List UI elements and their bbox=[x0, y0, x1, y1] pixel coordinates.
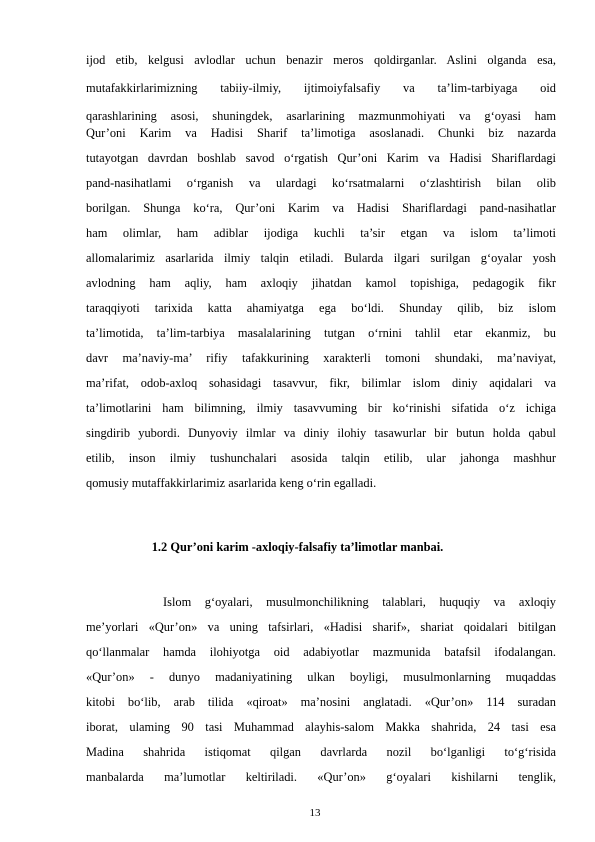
paragraph2-line-5: kitobi bo‘lib, arab tilida «qiroat» ma’nosini anglatadi. «Qur’on» 114 suradan bbox=[86, 695, 556, 709]
paragraph1-line-1: ijod etib, kelgusi avlodlar uchun benazir meros qoldirganlar. Aslini olganda esa, bbox=[86, 53, 556, 67]
paragraph1-line-7: borilgan. Shunga ko‘ra, Qur’oni Karim va Hadisi Shariflardagi pand-nasihatlar bbox=[86, 201, 556, 215]
paragraph1-line-5: tutayotgan davrdan boshlab savod o‘rgatish Qur’oni Karim va Hadisi Shariflardagi bbox=[86, 151, 556, 165]
paragraph1-line-9: allomalarimiz asarlarida ilmiy talqin etiladi. Bularda ilgari surilgan g‘oyalar yosh bbox=[86, 251, 556, 265]
paragraph1-line-12: ta’limotida, ta’lim-tarbiya masalalarining tutgan o‘rnini tahlil etar ekanmiz, bu bbox=[86, 326, 556, 340]
paragraph1-line-15: ta’limotlarini ham bilimning, ilmiy tasavvuming bir ko‘rinishi sifatida o‘z ichiga bbox=[86, 401, 556, 415]
paragraph1-line-6: pand-nasihatlami o‘rganish va ulardagi ko‘rsatmalarni o‘zlashtirish bilan olib bbox=[86, 176, 556, 190]
paragraph1-line-3: qarashlarining asosi, shuningdek, asarlarining mazmunmohiyati va g‘oyasi ham bbox=[86, 109, 556, 123]
paragraph1-line-2: mutafakkirlarimizning tabiiy-ilmiy, ijtimoiyfalsafiy va ta’lim-tarbiyaga oid bbox=[86, 81, 556, 95]
paragraph2-line-1: Islom g‘oyalari, musulmonchilikning talablari, huquqiy va axloqiy bbox=[163, 595, 556, 609]
paragraph2-line-6: iborat, ulaming 90 tasi Muhammad alayhis-salom Makka shahrida, 24 tasi esa bbox=[86, 720, 556, 734]
paragraph1-line-16: singdirib yubordi. Dunyoviy ilmlar va diniy ilohiy tasawurlar bir butun holda qabul bbox=[86, 426, 556, 440]
section-heading: 1.2 Qur’oni karim -axloqiy-falsafiy ta’limotlar manbai. bbox=[151, 540, 444, 554]
paragraph2-line-4: «Qur’on» - dunyo madaniyatining ulkan boyligi, musulmonlarning muqaddas bbox=[86, 670, 556, 684]
page-number: 13 bbox=[309, 807, 321, 819]
paragraph1-line-11: taraqqiyoti tarixida katta ahamiyatga ega bo‘ldi. Shunday qilib, biz islom bbox=[86, 301, 556, 315]
paragraph1-line-10: avlodning ham aqliy, ham axloqiy jihatdan kamol topishiga, pedagogik fikr bbox=[86, 276, 556, 290]
paragraph2-line-7: Madina shahrida istiqomat qilgan davrlarda nozil bo‘lganligi to‘g‘risida bbox=[86, 745, 556, 759]
paragraph1-line-4: Qur’oni Karim va Hadisi Sharif ta’limotiga asoslanadi. Chunki biz nazarda bbox=[86, 126, 556, 140]
paragraph1-line-13: davr ma’naviy-ma’ rifiy tafakkurining xarakterli tomoni shundaki, ma’naviyat, bbox=[86, 351, 556, 365]
paragraph2-line-8: manbalarda ma’lumotlar keltiriladi. «Qur’on» g‘oyalari kishilarni tenglik, bbox=[86, 770, 556, 784]
paragraph1-line-18: qomusiy mutaffakkirlarimiz asarlarida keng o‘rin egalladi. bbox=[86, 476, 377, 490]
paragraph1-line-14: ma’rifat, odob-axloq sohasidagi tasavvur, fikr, bilimlar islom diniy aqidalari va bbox=[86, 376, 556, 390]
paragraph1-line-8: ham olimlar, ham adiblar ijodiga kuchli ta’sir etgan va islom ta’limoti bbox=[86, 226, 556, 240]
paragraph2-line-2: me’yorlari «Qur’on» va uning tafsirlari, «Hadisi sharif», shariat qoidalari bitilgan bbox=[86, 620, 556, 634]
paragraph2-line-3: qo‘llanmalar hamda ilohiyotga oid adabiyotlar mazmunida batafsil ifodalangan. bbox=[86, 645, 556, 659]
paragraph1-line-17: etilib, inson ilmiy tushunchalari asosida talqin etilib, ular jahonga mashhur bbox=[86, 451, 556, 465]
